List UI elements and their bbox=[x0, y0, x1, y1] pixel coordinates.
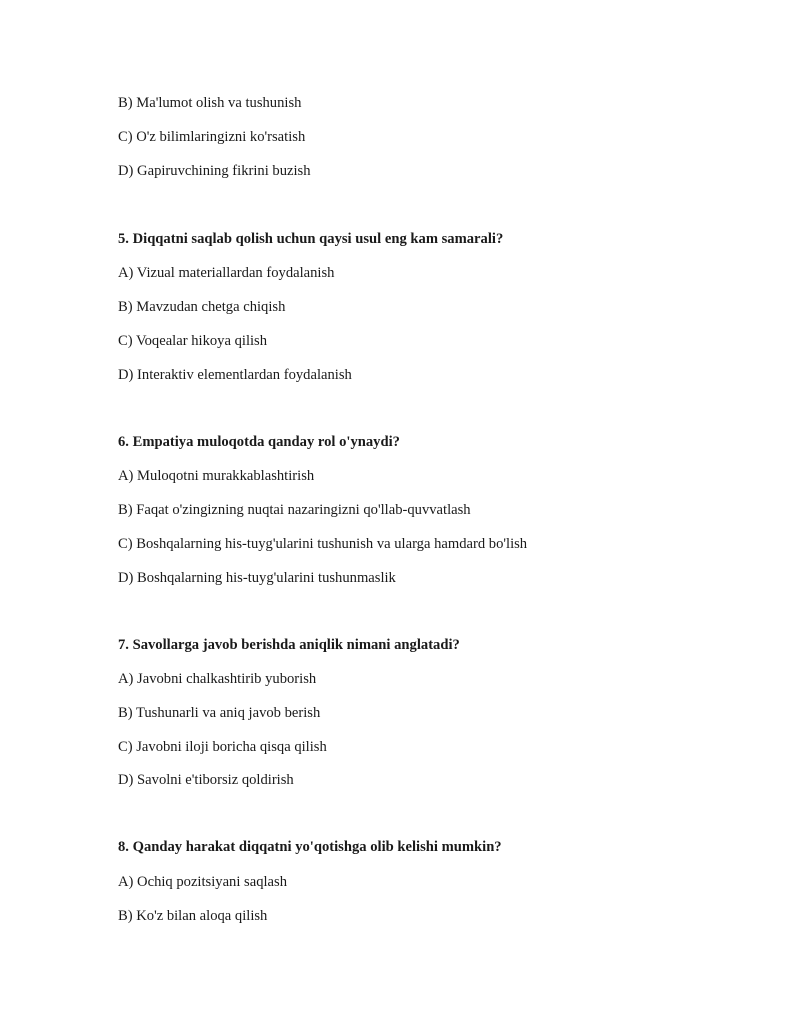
option-5a: A) Vizual materiallardan foydalanish bbox=[118, 265, 335, 281]
option-7b: B) Tushunarli va aniq javob berish bbox=[118, 705, 321, 721]
option-7c: C) Javobni iloji boricha qisqa qilish bbox=[118, 739, 327, 755]
option-6c: C) Boshqalarning his-tuyg'ularini tushunish va ularga hamdard bo'lish bbox=[118, 536, 528, 552]
option-8a: A) Ochiq pozitsiyani saqlash bbox=[118, 874, 288, 890]
question-6: 6. Empatiya muloqotda qanday rol o'ynaydi? bbox=[118, 434, 400, 450]
option-8b: B) Ko'z bilan aloqa qilish bbox=[118, 908, 268, 924]
option-6d: D) Boshqalarning his-tuyg'ularini tushunmaslik bbox=[118, 570, 396, 586]
option-4d: D) Gapiruvchining fikrini buzish bbox=[118, 163, 311, 179]
question-5: 5. Diqqatni saqlab qolish uchun qaysi usul eng kam samarali? bbox=[118, 231, 504, 247]
question-8: 8. Qanday harakat diqqatni yo'qotishga olib kelishi mumkin? bbox=[118, 839, 502, 855]
option-4c: C) O'z bilimlaringizni ko'rsatish bbox=[118, 129, 306, 145]
option-7d: D) Savolni e'tiborsiz qoldirish bbox=[118, 772, 294, 788]
option-6a: A) Muloqotni murakkablashtirish bbox=[118, 468, 315, 484]
option-7a: A) Javobni chalkashtirib yuborish bbox=[118, 671, 317, 687]
option-5c: C) Voqealar hikoya qilish bbox=[118, 333, 268, 349]
option-5b: B) Mavzudan chetga chiqish bbox=[118, 299, 286, 315]
option-4b: B) Ma'lumot olish va tushunish bbox=[118, 95, 302, 111]
question-7: 7. Savollarga javob berishda aniqlik nimani anglatadi? bbox=[118, 637, 460, 653]
option-6b: B) Faqat o'zingizning nuqtai nazaringizni qo'llab-quvvatlash bbox=[118, 502, 471, 518]
option-5d: D) Interaktiv elementlardan foydalanish bbox=[118, 367, 352, 383]
